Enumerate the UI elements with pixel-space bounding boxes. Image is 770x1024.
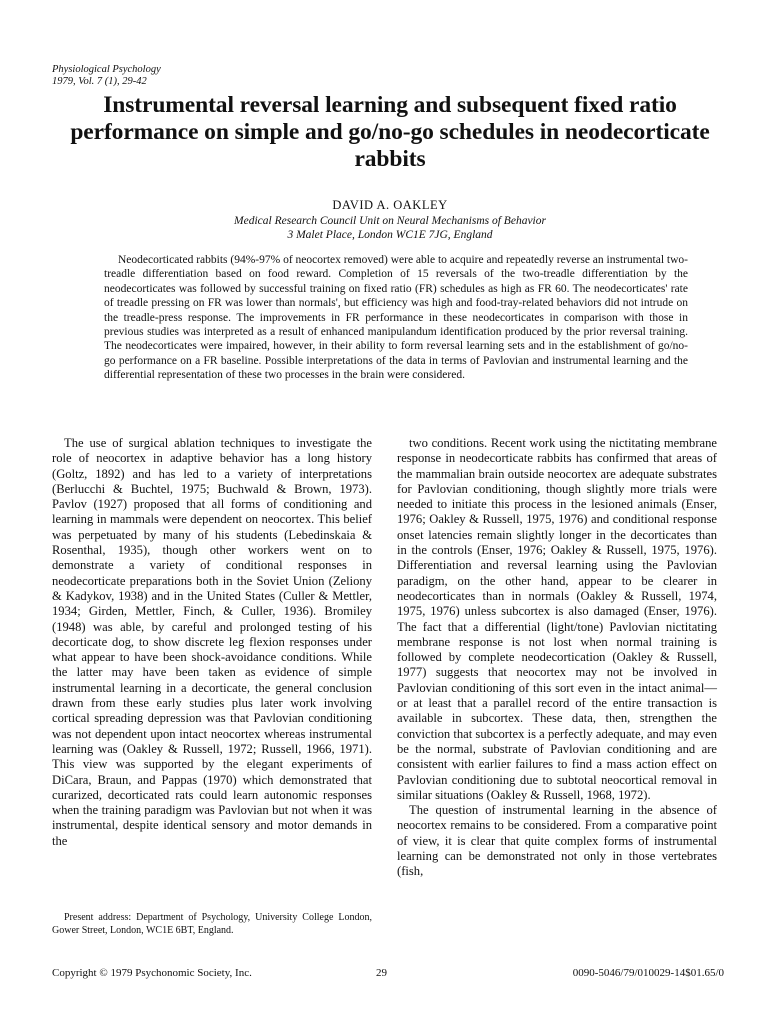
author-affiliation bbox=[70, 214, 710, 242]
journal-citation: 1979, Vol. 7 (1), 29-42 bbox=[52, 76, 147, 87]
affiliation-line-2: 3 Malet Place, London WC1E 7JG, England bbox=[287, 229, 493, 241]
page-number: 29 bbox=[376, 967, 387, 979]
journal-name: Physiological Psychology bbox=[52, 64, 161, 75]
author-name: DAVID A. OAKLEY bbox=[332, 198, 448, 212]
body-paragraph: The question of instrumental learning in the absence of neocortex remains to be considered. From a comparative point of view, it is clear that quite complex forms of instrumental learning can be demonstrated not only in those vertebrates (fish, bbox=[397, 803, 717, 879]
abstract: Neodecorticated rabbits (94%-97% of neocortex removed) were able to acquire and repeatedly reverse an instrumental two-treadle differentiation based on food reward. Completion of 15 reversals of the two-treadle differentiation by the neodecorticates was followed by successful training on fixed ratio (FR) schedules as high as FR 60. The neodecorticates' rate of treadle pressing on FR was lower than normals', but efficiency was high and food-tray-related behaviors did not intrude on the treadle-press response. The improvements in FR performance in these neodecorticates in comparison with those in previous studies was interpreted as a result of enhanced manipulandum identification produced by the prior reversal training. The neodecorticates were impaired, however, in their ability to form reversal learning sets and in the establishment of go/no-go performance on a FR baseline. Possible interpretations of the data in terms of Pavlovian and instrumental learning and the differential representation of these two processes in the brain were considered. bbox=[104, 254, 688, 382]
copyright-line: Copyright © 1979 Psychonomic Society, Inc. bbox=[52, 967, 252, 979]
body-paragraph: two conditions. Recent work using the nictitating membrane response in neodecorticate rabbits has confirmed that areas of the mammalian brain outside neocortex are adequate substrates for Pavlovian conditioning, though slightly more trials were needed to initiate this process in the lesioned animals (Enser, 1976; Oakley & Russell, 1975, 1976) and conditional response onset latencies remain slightly longer in the decorticates than in the controls (Enser, 1976; Oakley & Russell, 1975, 1976). Differentiation and reversal learning using the Pavlovian paradigm, on the other hand, appear to be clearer in neodecorticates than in normals (Oakley & Russell, 1974, 1975, 1976) unless subcortex is also damaged (Enser, 1976). The fact that a differential (light/tone) Pavlovian nictitating membrane response is not lost when normal training is followed by complete neodecortication (Oakley & Russell, 1977) suggests that neocortex may not be involved in Pavlovian conditioning of this sort even in the intact animal—or at least that a parallel record of the entire transaction is available in subcortex. These data, then, strengthen the conviction that subcortex is a perfectly adequate, and may even be the normal, substrate of Pavlovian conditioning and are consistent with earlier failures to find a mass action effect on Pavlovian conditioning due to subtotal neocortical removal in similar situations (Oakley & Russell, 1968, 1972). bbox=[397, 436, 717, 802]
body-paragraph: The use of surgical ablation techniques to investigate the role of neocortex in adaptive behavior has a long history (Goltz, 1892) and has led to a variety of interpretations (Berlucchi & Buchtel, 1975; Buchwald & Brown, 1973). Pavlov (1927) proposed that all forms of conditioning and learning in mammals were dependent on neocortex. This belief was perpetuated by many of his students (Lebedinskaia & Rosenthal, 1935), though other workers went on to demonstrate a variety of conditional responses in neodecorticate preparations both in the Soviet Union (Zeliony & Kadykov, 1938) and in the United States (Culler & Mettler, 1934; Girden, Mettler, Finch, & Culler, 1936). Bromiley (1948) was able, by careful and prolonged testing of his decorticate dog, to show discrete leg flexion responses under what appear to have been shock-avoidance conditions. While the latter may have been taken as evidence of simple instrumental learning in a decorticate, the general conclusion drawn from these early studies plus later work involving cortical spreading depression was that Pavlovian conditioning was not dependent upon intact neocortex whereas instrumental learning was (Oakley & Russell, 1972; Russell, 1966, 1971). This view was supported by the elegant experiments of DiCara, Braun, and Pappas (1970) which demonstrated that curarized, decorticated rats could learn autonomic responses when the training paradigm was Pavlovian but not when it was instrumental, despite identical sensory and motor demands in the bbox=[52, 436, 372, 848]
journal-header bbox=[52, 64, 161, 88]
body-column-right bbox=[397, 436, 717, 880]
affiliation-line-1: Medical Research Council Unit on Neural Mechanisms of Behavior bbox=[234, 215, 546, 227]
article-code: 0090-5046/79/010029-14$01.65/0 bbox=[572, 967, 724, 979]
body-column-left bbox=[52, 436, 372, 849]
article-title: Instrumental reversal learning and subsequent fixed ratio performance on simple and go/no-go schedules in neodecorticate rabbits bbox=[70, 92, 710, 172]
footnote-address: Present address: Department of Psychology, University College London, Gower Street, London, WC1E 6BT, England. bbox=[52, 912, 372, 936]
